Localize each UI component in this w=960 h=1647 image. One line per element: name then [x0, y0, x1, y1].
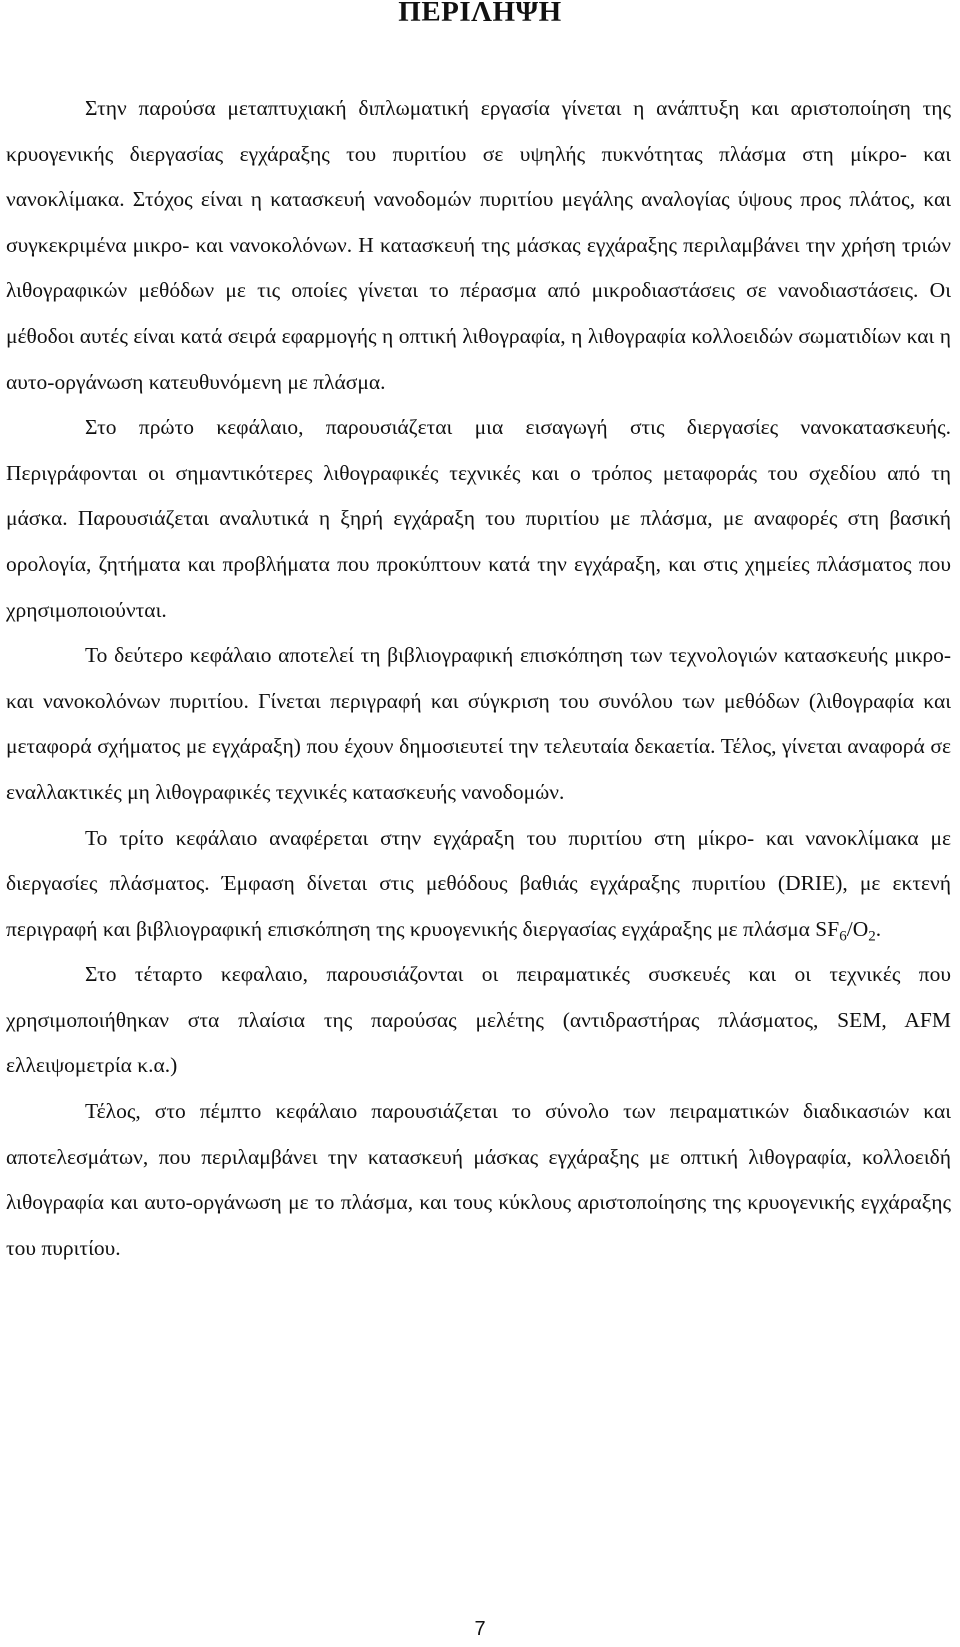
paragraph-6: Τέλος, στο πέμπτο κεφάλαιο παρουσιάζεται το σύνολο των πειραματικών διαδικασιών και αποτελεσμάτων, που περιλαμβάνει την κατασκευή μάσκας εγχάραξης με οπτική λιθογραφία, κολλοειδή λιθογραφία και αυτο-οργάνωση με το πλάσμα, και τους κύκλους αριστοποίησης της κρυογενικής εγχάραξης του πυριτίου.: [6, 1099, 951, 1260]
paragraph-4-text: Το τρίτο κεφάλαιο αναφέρεται στην εγχάραξη του πυριτίου στη μίκρο- και νανοκλίμακα με διεργασίες πλάσματος. Έμφαση δίνεται στις μεθόδους βαθιάς εγχάραξης πυριτίου (DRIE), με εκτενή περιγραφή και βιβλιογραφική επισκόπηση της κρυογενικής διεργασίας εγχάραξης με πλάσμα SF: [6, 825, 951, 941]
subscript-2: 2: [868, 928, 876, 945]
paragraph-3: Το δεύτερο κεφάλαιο αποτελεί τη βιβλιογραφική επισκόπηση των τεχνολογιών κατασκευής μικρο- και νανοκολόνων πυριτίου. Γίνεται περιγραφή και σύγκριση του συνόλου των μεθόδων (λιθογραφία και μεταφορά σχήματος με εγχάραξη) που έχουν δημοσιευτεί την τελευταία δεκαετία. Τέλος, γίνεται αναφορά σε εναλλακτικές μη λιθογραφικές τεχνικές κατασκευής νανοδομών.: [6, 643, 951, 804]
paragraph-4-mid: /O: [846, 916, 869, 941]
document-body: [6, 86, 951, 1271]
page-title: ΠΕΡΙΛΗΨΗ: [398, 0, 562, 28]
paragraph-5: Στο τέταρτο κεφαλαιο, παρουσιάζονται οι πειραματικές συσκευές και οι τεχνικές που χρησιμοποιήθηκαν στα πλαίσια της παρούσας μελέτης (αντιδραστήρας πλάσματος, SEM, AFM ελλειψομετρία κ.α.): [6, 962, 951, 1078]
paragraph-4: [6, 816, 951, 953]
paragraph-2: Στο πρώτο κεφάλαιο, παρουσιάζεται μια εισαγωγή στις διεργασίες νανοκατασκευής. Περιγράφονται οι σημαντικότερες λιθογραφικές τεχνικές και ο τρόπος μεταφοράς του σχεδίου από τη μάσκα. Παρουσιάζεται αναλυτικά η ξηρή εγχάραξη του πυριτίου με πλάσμα, με αναφορές στη βασική ορολογία, ζητήματα και προβλήματα που προκύπτουν κατά την εγχάραξη, και στις χημείες πλάσματος που χρησιμοποιούνται.: [6, 415, 951, 622]
paragraph-4-end: .: [875, 916, 882, 941]
subscript-6: 6: [839, 928, 847, 945]
paragraph-1: Στην παρούσα μεταπτυχιακή διπλωματική εργασία γίνεται η ανάπτυξη και αριστοποίηση της κρυογενικής διεργασίας εγχάραξης του πυριτίου σε υψηλής πυκνότητας πλάσμα στη μίκρο- και νανοκλίμακα. Στόχος είναι η κατασκευή νανοδομών πυριτίου μεγάλης αναλογίας ύψους προς πλάτος, και συγκεκριμένα μικρο- και νανοκολόνων. Η κατασκευή της μάσκας εγχάραξης περιλαμβάνει την χρήση τριών λιθογραφικών μεθόδων με τις οποίες γίνεται το πέρασμα από μικροδιαστάσεις σε νανοδιαστάσεις. Οι μέθοδοι αυτές είναι κατά σειρά εφαρμογής η οπτική λιθογραφία, η λιθογραφία κολλοειδών σωματιδίων και η αυτο-οργάνωση κατευθυνόμενη με πλάσμα.: [6, 96, 951, 394]
page-number: 7: [474, 1618, 486, 1640]
